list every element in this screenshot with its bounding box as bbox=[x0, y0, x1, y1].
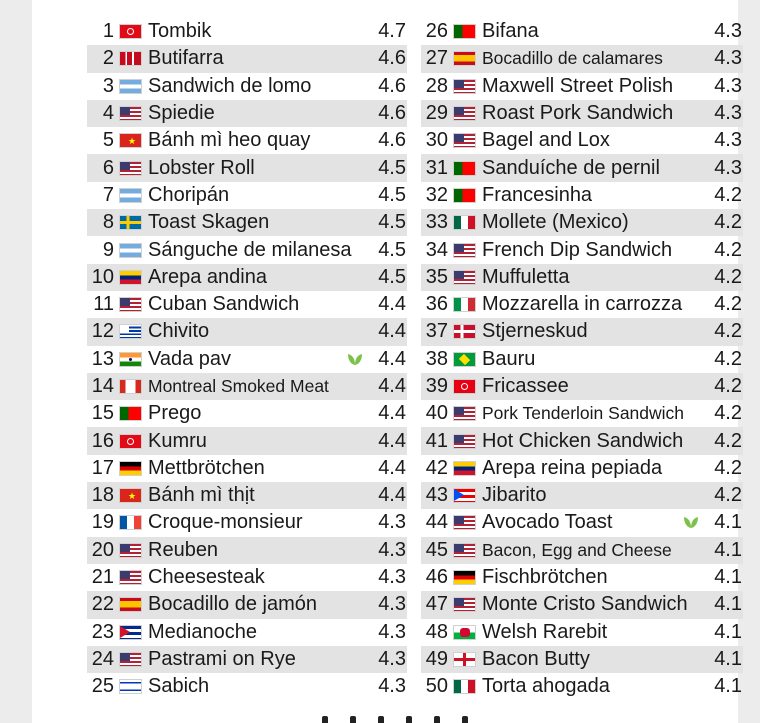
argentina-flag-icon bbox=[119, 243, 142, 258]
sandwich-name: Welsh Rarebit bbox=[482, 620, 608, 643]
ranking-row bbox=[87, 182, 407, 209]
rating-value: 4.1 bbox=[714, 675, 742, 698]
ranking-row bbox=[87, 291, 407, 318]
rank-number: 12 bbox=[91, 320, 114, 343]
rank-number: 3 bbox=[102, 74, 114, 97]
sandwich-name: Croque-monsieur bbox=[148, 511, 303, 534]
cropped-footer-text bbox=[322, 713, 562, 723]
rating-value: 4.6 bbox=[378, 102, 406, 125]
sandwich-name: Maxwell Street Polish bbox=[482, 74, 674, 97]
rating-value: 4.3 bbox=[378, 538, 406, 561]
rank-number: 27 bbox=[425, 47, 448, 70]
sandwich-name: Sandwich de lomo bbox=[148, 74, 312, 97]
france-flag-icon bbox=[119, 515, 142, 530]
spain-catalonia-flag-icon bbox=[119, 51, 142, 66]
ranking-row bbox=[87, 455, 407, 482]
rank-number: 38 bbox=[425, 347, 448, 370]
rating-value: 4.3 bbox=[714, 102, 742, 125]
rating-value: 4.3 bbox=[378, 566, 406, 589]
rank-number: 15 bbox=[91, 402, 114, 425]
india-flag-icon bbox=[119, 352, 142, 367]
ranking-row bbox=[421, 291, 743, 318]
ranking-row bbox=[421, 646, 743, 673]
ranking-row bbox=[87, 591, 407, 618]
sandwich-name: Avocado Toast bbox=[482, 511, 613, 534]
ranking-row bbox=[87, 537, 407, 564]
sandwich-name: Arepa andina bbox=[148, 265, 267, 288]
rating-value: 4.3 bbox=[714, 156, 742, 179]
usa-flag-icon bbox=[119, 106, 142, 121]
rank-number: 29 bbox=[425, 102, 448, 125]
ranking-row bbox=[421, 127, 743, 154]
usa-flag-icon bbox=[119, 652, 142, 667]
rating-value: 4.1 bbox=[714, 647, 742, 670]
rating-value: 4.5 bbox=[378, 238, 406, 261]
rating-value: 4.4 bbox=[378, 293, 406, 316]
rank-number: 7 bbox=[102, 183, 114, 206]
rank-number: 1 bbox=[102, 20, 114, 43]
ranking-row bbox=[421, 537, 743, 564]
rank-number: 47 bbox=[425, 593, 448, 616]
portugal-flag-icon bbox=[453, 188, 476, 203]
rank-number: 36 bbox=[425, 293, 448, 316]
rating-value: 4.3 bbox=[714, 20, 742, 43]
tunisia-flag-icon bbox=[453, 379, 476, 394]
ranking-row bbox=[87, 564, 407, 591]
rating-value: 4.4 bbox=[378, 456, 406, 479]
germany-flag-icon bbox=[453, 570, 476, 585]
ranking-row bbox=[421, 73, 743, 100]
cuba-flag-icon bbox=[119, 625, 142, 640]
sandwich-name: Stjerneskud bbox=[482, 320, 588, 343]
spain-flag-icon bbox=[119, 597, 142, 612]
usa-flag-icon bbox=[453, 434, 476, 449]
ranking-row bbox=[421, 455, 743, 482]
sandwich-name: Sanduíche de pernil bbox=[482, 156, 660, 179]
rank-number: 2 bbox=[102, 47, 114, 70]
rating-value: 4.2 bbox=[714, 484, 742, 507]
sandwich-name: Hot Chicken Sandwich bbox=[482, 429, 684, 452]
rating-value: 4.1 bbox=[714, 566, 742, 589]
ranking-row bbox=[87, 509, 407, 536]
rating-value: 4.3 bbox=[378, 593, 406, 616]
sandwich-name: Bocadillo de calamares bbox=[482, 48, 663, 69]
vegetarian-leaf-icon bbox=[347, 352, 363, 366]
sandwich-name: Arepa reina pepiada bbox=[482, 456, 663, 479]
canada-flag-icon bbox=[119, 379, 142, 394]
sandwich-name: Fischbrötchen bbox=[482, 566, 608, 589]
rank-number: 34 bbox=[425, 238, 448, 261]
sandwich-name: Jibarito bbox=[482, 484, 547, 507]
sandwich-name: Montreal Smoked Meat bbox=[148, 376, 329, 396]
rating-value: 4.4 bbox=[378, 347, 406, 370]
ranking-row bbox=[421, 154, 743, 181]
ranking-row bbox=[87, 400, 407, 427]
argentina-flag-icon bbox=[119, 188, 142, 203]
argentina-flag-icon bbox=[119, 79, 142, 94]
rank-number: 50 bbox=[425, 675, 448, 698]
usa-flag-icon bbox=[119, 161, 142, 176]
ranking-row bbox=[421, 673, 743, 700]
rank-number: 11 bbox=[93, 293, 114, 316]
usa-flag-icon bbox=[453, 597, 476, 612]
rating-value: 4.3 bbox=[714, 129, 742, 152]
rank-number: 42 bbox=[425, 456, 448, 479]
rank-number: 39 bbox=[425, 375, 448, 397]
rating-value: 4.1 bbox=[714, 538, 742, 561]
usa-flag-icon bbox=[453, 543, 476, 558]
sandwich-name: Bagel and Lox bbox=[482, 129, 610, 152]
rating-value: 4.5 bbox=[378, 265, 406, 288]
sandwich-name: Toast Skagen bbox=[148, 211, 270, 234]
rating-value: 4.2 bbox=[714, 265, 742, 288]
rating-value: 4.2 bbox=[714, 402, 742, 425]
sandwich-name: Pastrami on Rye bbox=[148, 647, 296, 670]
ranking-row bbox=[421, 619, 743, 646]
ranking-row bbox=[421, 346, 743, 373]
rating-value: 4.4 bbox=[378, 402, 406, 425]
sweden-flag-icon bbox=[119, 215, 142, 230]
rating-value: 4.7 bbox=[378, 20, 406, 43]
rank-number: 31 bbox=[425, 156, 448, 179]
usa-flag-icon bbox=[119, 543, 142, 558]
rating-value: 4.5 bbox=[378, 183, 406, 206]
ranking-row bbox=[87, 646, 407, 673]
ranking-row bbox=[421, 509, 743, 536]
sandwich-name: Lobster Roll bbox=[148, 156, 255, 179]
rank-number: 18 bbox=[91, 484, 114, 507]
usa-flag-icon bbox=[453, 243, 476, 258]
rank-number: 33 bbox=[425, 211, 448, 234]
vegetarian-leaf-icon bbox=[683, 515, 699, 529]
ranking-row bbox=[421, 427, 743, 454]
rating-value: 4.2 bbox=[714, 429, 742, 452]
sandwich-name: Medianoche bbox=[148, 620, 257, 643]
ranking-row bbox=[87, 482, 407, 509]
sandwich-name: Choripán bbox=[148, 183, 230, 206]
ranking-row bbox=[421, 100, 743, 127]
portugal-flag-icon bbox=[119, 406, 142, 421]
brazil-flag-icon bbox=[453, 352, 476, 367]
sandwich-name: Bacon Butty bbox=[482, 647, 590, 670]
puerto-rico-flag-icon bbox=[453, 488, 476, 503]
sandwich-name: Chivito bbox=[148, 320, 210, 343]
rank-number: 5 bbox=[102, 129, 114, 152]
rank-number: 9 bbox=[102, 238, 114, 261]
usa-flag-icon bbox=[119, 570, 142, 585]
rank-number: 17 bbox=[91, 456, 114, 479]
ranking-row bbox=[421, 45, 743, 72]
ranking-row bbox=[87, 619, 407, 646]
rank-number: 37 bbox=[425, 320, 448, 343]
rank-number: 8 bbox=[102, 211, 114, 234]
rating-value: 4.1 bbox=[714, 593, 742, 616]
rank-number: 49 bbox=[425, 647, 448, 670]
rank-number: 21 bbox=[91, 566, 114, 589]
ranking-row bbox=[87, 318, 407, 345]
rating-value: 4.6 bbox=[378, 129, 406, 152]
ranking-column-left bbox=[87, 18, 407, 700]
ranking-row bbox=[87, 45, 407, 72]
rank-number: 45 bbox=[425, 538, 448, 561]
ranking-row bbox=[421, 373, 743, 400]
sandwich-name: Roast Pork Sandwich bbox=[482, 102, 674, 125]
rank-number: 40 bbox=[425, 402, 448, 425]
rating-value: 4.2 bbox=[714, 320, 742, 343]
sandwich-name: Bocadillo de jamón bbox=[148, 593, 317, 616]
rank-number: 46 bbox=[425, 566, 448, 589]
ranking-row bbox=[421, 209, 743, 236]
italy-flag-icon bbox=[453, 297, 476, 312]
ranking-row bbox=[421, 18, 743, 45]
ranking-row bbox=[87, 100, 407, 127]
venezuela-flag-icon bbox=[119, 270, 142, 285]
venezuela-flag-icon bbox=[453, 461, 476, 476]
sandwich-name: Mozzarella in carrozza bbox=[482, 293, 683, 316]
usa-flag-icon bbox=[453, 406, 476, 421]
ranking-row bbox=[421, 591, 743, 618]
sandwich-name: Sabich bbox=[148, 675, 210, 698]
rank-number: 26 bbox=[425, 20, 448, 43]
ranking-row bbox=[421, 182, 743, 209]
rating-value: 4.3 bbox=[714, 74, 742, 97]
rank-number: 23 bbox=[91, 620, 114, 643]
rating-value: 4.6 bbox=[378, 47, 406, 70]
sandwich-name: Cheesesteak bbox=[148, 566, 265, 589]
sandwich-name: Prego bbox=[148, 402, 202, 425]
sandwich-name: Monte Cristo Sandwich bbox=[482, 593, 688, 616]
rank-number: 25 bbox=[91, 675, 114, 698]
ranking-row bbox=[87, 209, 407, 236]
rating-value: 4.3 bbox=[378, 675, 406, 698]
rank-number: 24 bbox=[91, 647, 114, 670]
turkey-flag-icon bbox=[119, 24, 142, 39]
sandwich-name: Mollete (Mexico) bbox=[482, 211, 629, 234]
rating-value: 4.3 bbox=[378, 647, 406, 670]
rank-number: 41 bbox=[425, 429, 448, 452]
israel-flag-icon bbox=[119, 679, 142, 694]
rating-value: 4.4 bbox=[378, 484, 406, 507]
sandwich-name: Bauru bbox=[482, 347, 536, 370]
rank-number: 32 bbox=[425, 183, 448, 206]
mexico-flag-icon bbox=[453, 215, 476, 230]
sandwich-name: Cuban Sandwich bbox=[148, 293, 300, 316]
rank-number: 13 bbox=[91, 347, 114, 370]
rank-number: 44 bbox=[425, 511, 448, 534]
rank-number: 22 bbox=[91, 593, 114, 616]
rating-value: 4.3 bbox=[378, 620, 406, 643]
ranking-row bbox=[87, 127, 407, 154]
usa-flag-icon bbox=[453, 515, 476, 530]
ranking-row bbox=[87, 18, 407, 45]
ranking-card bbox=[32, 0, 742, 723]
rating-value: 4.2 bbox=[714, 293, 742, 316]
germany-flag-icon bbox=[119, 461, 142, 476]
vietnam-flag-icon: ★ bbox=[119, 488, 142, 503]
ranking-row bbox=[87, 73, 407, 100]
sandwich-name: Bacon, Egg and Cheese bbox=[482, 539, 672, 560]
usa-flag-icon bbox=[119, 297, 142, 312]
uruguay-flag-icon bbox=[119, 324, 142, 339]
sandwich-name: Francesinha bbox=[482, 183, 593, 206]
sandwich-name: Sánguche de milanesa bbox=[148, 238, 352, 261]
ranking-row bbox=[421, 236, 743, 263]
ranking-row bbox=[87, 346, 407, 373]
rating-value: 4.5 bbox=[378, 211, 406, 234]
rank-number: 20 bbox=[91, 538, 114, 561]
rating-value: 4.3 bbox=[714, 47, 742, 70]
ranking-row bbox=[421, 400, 743, 427]
rating-value: 4.1 bbox=[714, 620, 742, 643]
sandwich-name: Spiedie bbox=[148, 102, 215, 125]
sandwich-name: Bifana bbox=[482, 20, 539, 43]
rank-number: 6 bbox=[102, 156, 114, 179]
sandwich-name: Vada pav bbox=[148, 347, 232, 370]
england-flag-icon bbox=[453, 652, 476, 667]
ranking-row bbox=[87, 236, 407, 263]
wales-flag-icon bbox=[453, 625, 476, 640]
usa-flag-icon bbox=[453, 133, 476, 148]
usa-flag-icon bbox=[453, 106, 476, 121]
denmark-flag-icon bbox=[453, 324, 476, 339]
ranking-row bbox=[87, 673, 407, 700]
vietnam-flag-icon: ★ bbox=[119, 133, 142, 148]
sandwich-name: Butifarra bbox=[148, 47, 224, 70]
rating-value: 4.2 bbox=[714, 238, 742, 261]
rank-number: 28 bbox=[425, 74, 448, 97]
rank-number: 16 bbox=[91, 429, 114, 452]
sandwich-name: Mettbrötchen bbox=[148, 456, 265, 479]
ranking-row bbox=[421, 264, 743, 291]
rank-number: 43 bbox=[425, 484, 448, 507]
rank-number: 14 bbox=[91, 375, 114, 397]
rating-value: 4.4 bbox=[378, 320, 406, 343]
sandwich-name: Tombik bbox=[148, 20, 212, 43]
rank-number: 4 bbox=[102, 102, 114, 125]
rating-value: 4.1 bbox=[714, 511, 742, 534]
rating-value: 4.2 bbox=[714, 211, 742, 234]
sandwich-name: Pork Tenderloin Sandwich bbox=[482, 403, 685, 424]
rank-number: 30 bbox=[425, 129, 448, 152]
rating-value: 4.4 bbox=[378, 429, 406, 452]
rating-value: 4.5 bbox=[378, 156, 406, 179]
usa-flag-icon bbox=[453, 270, 476, 285]
rating-value: 4.2 bbox=[714, 375, 742, 397]
ranking-row bbox=[421, 564, 743, 591]
sandwich-name: Bánh mì heo quay bbox=[148, 129, 311, 152]
sandwich-name: Bánh mì thịt bbox=[148, 484, 255, 507]
rating-value: 4.2 bbox=[714, 183, 742, 206]
sandwich-name: Kumru bbox=[148, 429, 207, 452]
rating-value: 4.2 bbox=[714, 456, 742, 479]
rating-value: 4.2 bbox=[714, 347, 742, 370]
sandwich-name: Reuben bbox=[148, 538, 219, 561]
rating-value: 4.6 bbox=[378, 74, 406, 97]
ranking-row bbox=[421, 482, 743, 509]
sandwich-name: Muffuletta bbox=[482, 265, 570, 288]
sandwich-name: French Dip Sandwich bbox=[482, 238, 673, 261]
rank-number: 10 bbox=[91, 265, 114, 288]
mexico-flag-icon bbox=[453, 679, 476, 694]
ranking-row bbox=[87, 154, 407, 181]
ranking-row bbox=[87, 373, 407, 400]
ranking-column-right bbox=[421, 18, 743, 700]
spain-flag-icon bbox=[453, 51, 476, 66]
usa-flag-icon bbox=[453, 79, 476, 94]
ranking-row bbox=[87, 264, 407, 291]
turkey-flag-icon bbox=[119, 434, 142, 449]
portugal-flag-icon bbox=[453, 161, 476, 176]
rank-number: 19 bbox=[91, 511, 114, 534]
rating-value: 4.4 bbox=[378, 375, 406, 397]
sandwich-name: Fricassee bbox=[482, 375, 569, 397]
ranking-row bbox=[87, 427, 407, 454]
ranking-row bbox=[421, 318, 743, 345]
rank-number: 35 bbox=[425, 265, 448, 288]
portugal-flag-icon bbox=[453, 24, 476, 39]
sandwich-name: Torta ahogada bbox=[482, 675, 610, 698]
rating-value: 4.3 bbox=[378, 511, 406, 534]
rank-number: 48 bbox=[425, 620, 448, 643]
